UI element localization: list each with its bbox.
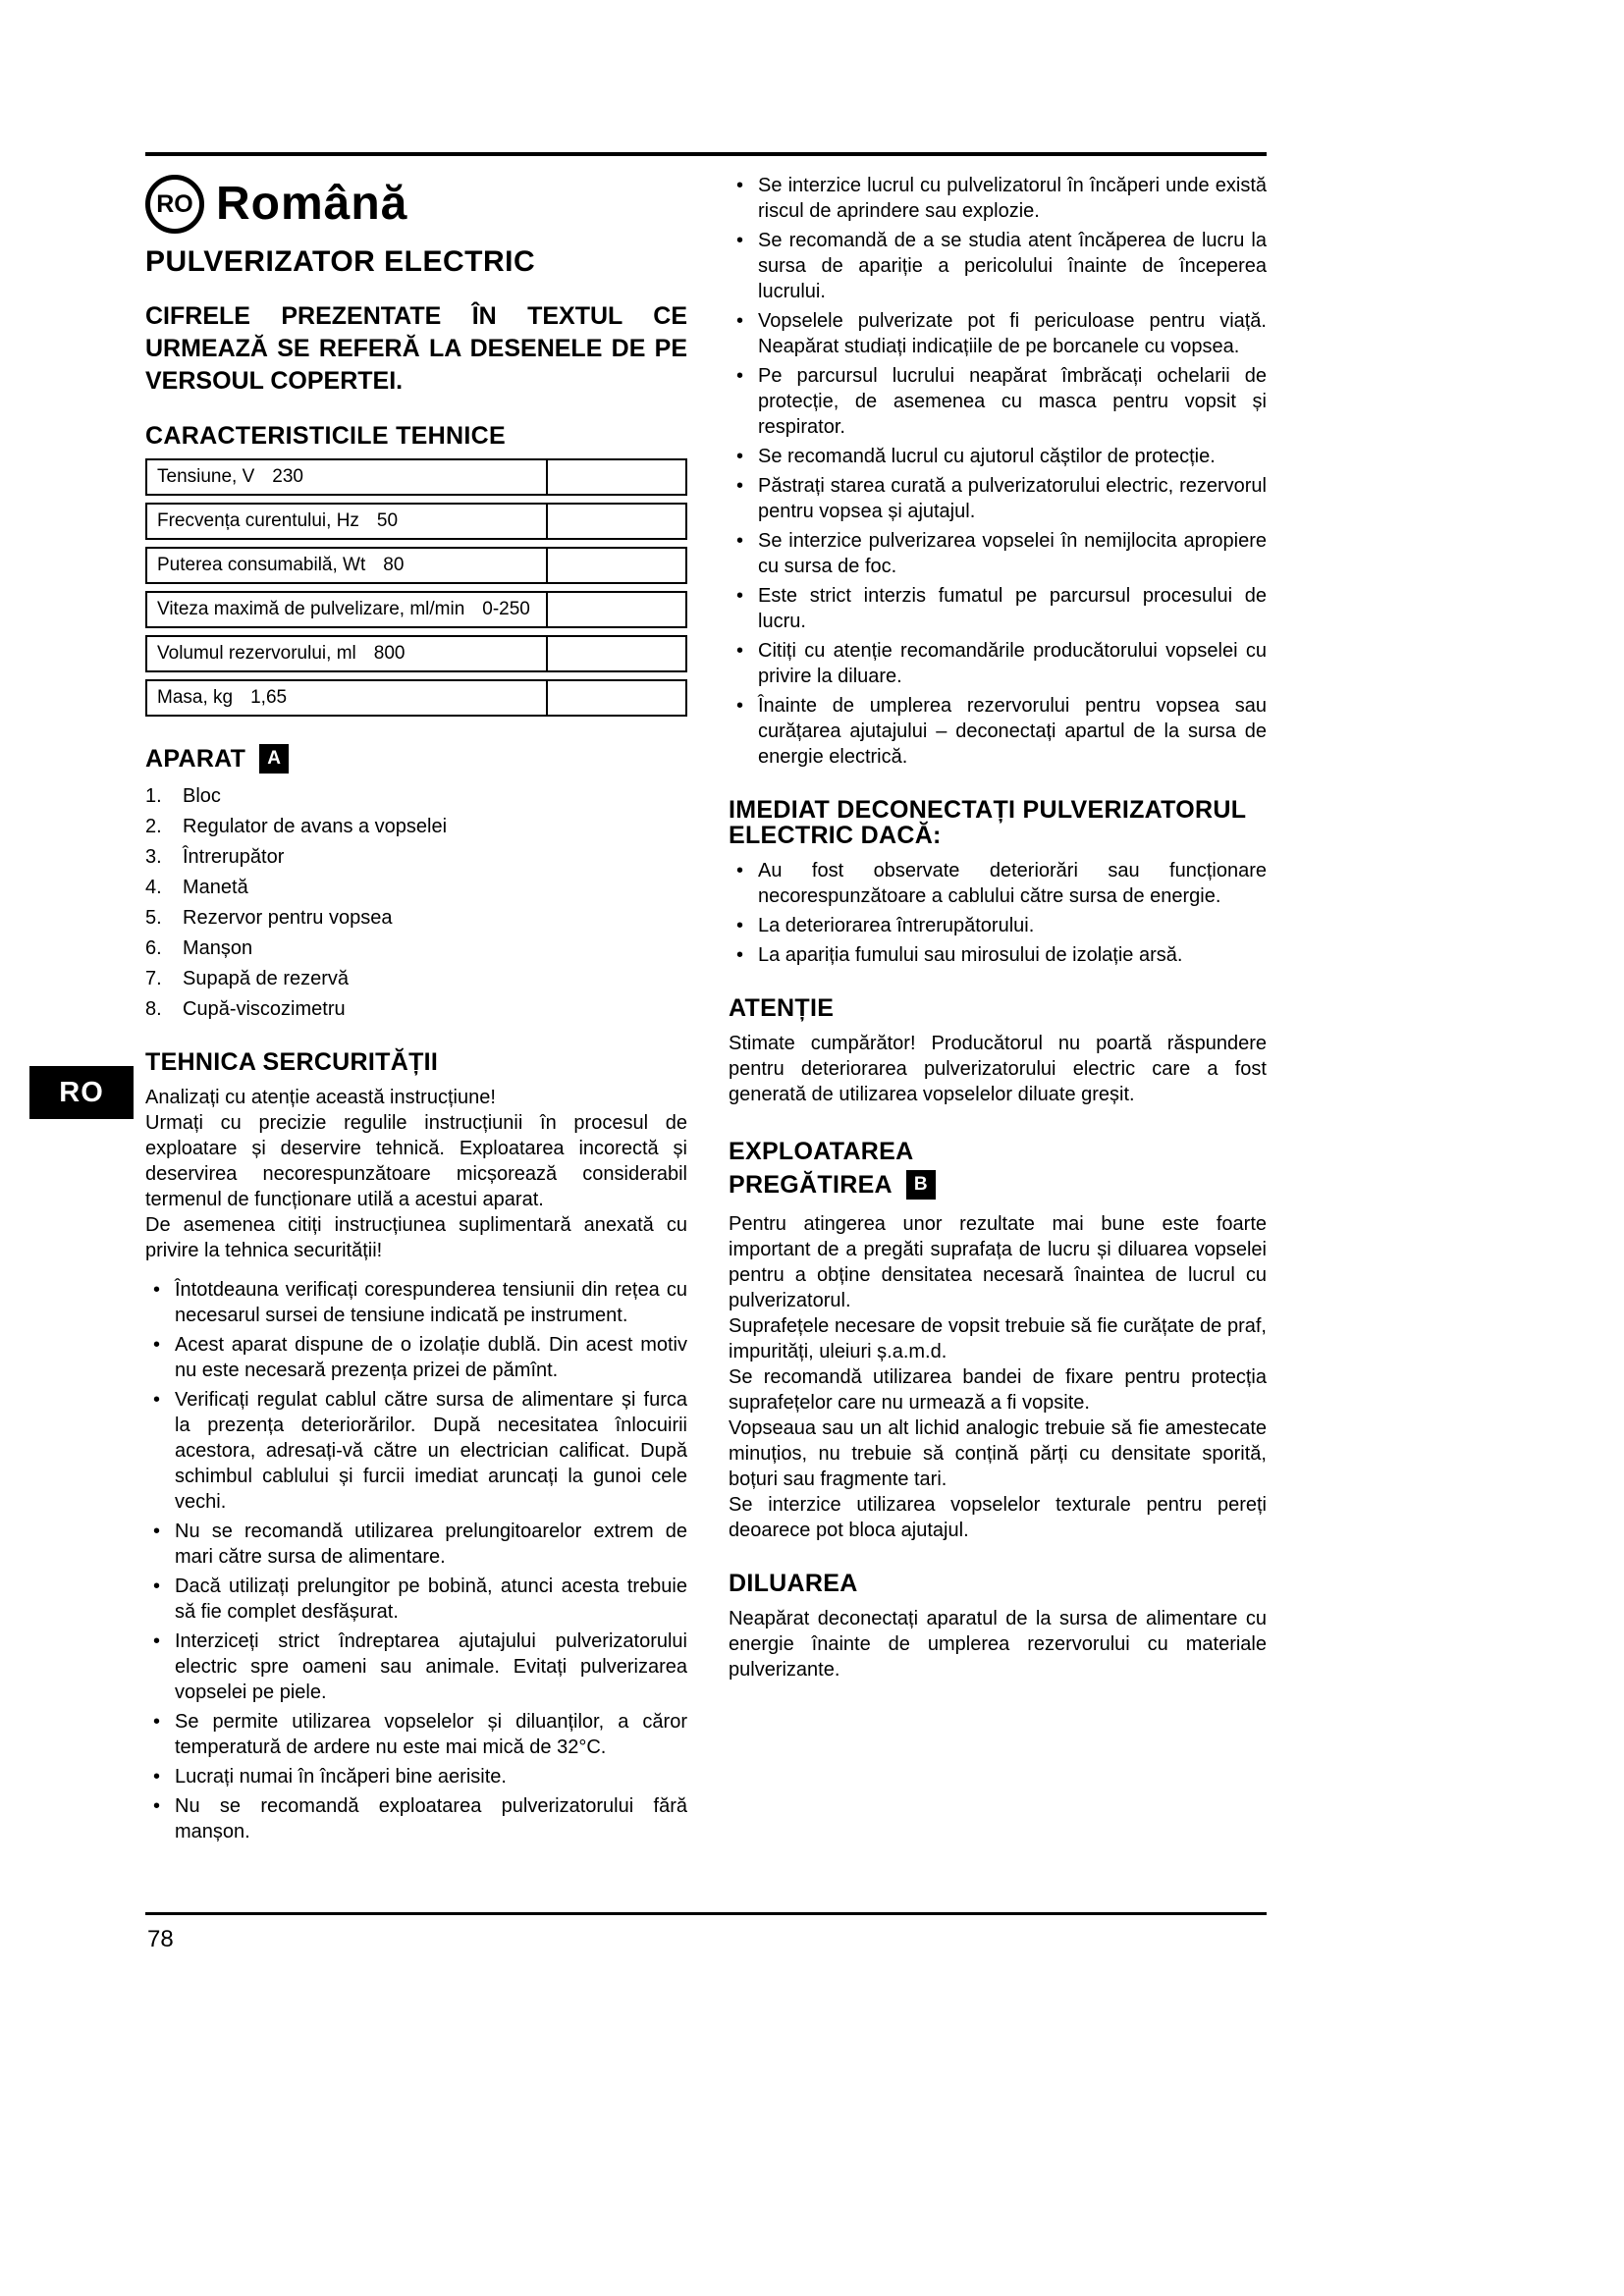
list-item-number: 7. [145, 968, 162, 989]
spec-value: 230 [272, 466, 303, 487]
list-item [145, 935, 687, 961]
spec-row-viteza [145, 591, 687, 628]
list-item [145, 844, 687, 870]
exploitation-paragraph: Suprafețele necesare de vopsit trebuie să fie curățate de praf, impurități, uleiuri ș.a.m.d. [729, 1315, 1267, 1362]
dilution-body: Neapărat deconectați aparatul de la sursa de alimentare cu energie înainte de umplerea rezervorului cu materiale pulverizante. [729, 1608, 1267, 1681]
list-item [145, 905, 687, 931]
list-item-number: 5. [145, 907, 162, 929]
safety-bullets-left [145, 1277, 687, 1844]
spec-value: 0-250 [482, 599, 530, 619]
spec-label: Frecvența curentului, Hz [157, 510, 359, 531]
spec-value: 800 [373, 643, 406, 664]
list-item [145, 996, 687, 1022]
spec-value: 1,65 [250, 687, 288, 708]
spec-value: 80 [383, 555, 405, 575]
spec-row-frecventa [145, 503, 687, 540]
specs-heading: CARACTERISTICILE TEHNICE [145, 422, 506, 450]
bullet-item: • Se interzice pulverizarea vopselei în nemijlocita apropiere cu sursa de foc. [729, 528, 1267, 579]
subtitle: CIFRELE PREZENTATE ÎN TEXTUL CE URMEAZĂ SE REFERĂ LA DESENELE DE PE VERSOUL COPERTEI. [145, 302, 687, 395]
bullet-item: • Păstrați starea curată a pulverizatorului electric, rezervorul pentru vopsea și ajutajul. [729, 473, 1267, 524]
exploitation-heading-line2: PREGĂTIREA [729, 1171, 893, 1199]
list-item [145, 783, 687, 809]
side-tab-label: RO [59, 1076, 104, 1108]
list-item-number: 8. [145, 998, 162, 1020]
list-item-number: 4. [145, 877, 162, 898]
spec-row-putere [145, 547, 687, 584]
language-side-tab [29, 1066, 134, 1119]
safety-intro [145, 1085, 687, 1263]
bullet-item: • Verificați regulat cablul către sursa de alimentare și furca la prezența deteriorărilor. După necesitatea înlocuirii acestora, adresați-vă către un electrician calificat. După schimbul cablului și furcii imediat aruncați la gunoi cele vechi. [145, 1387, 687, 1515]
spec-row-volum [145, 635, 687, 672]
page-title: PULVERIZATOR ELECTRIC [145, 245, 536, 278]
spec-row-tensiune [145, 458, 687, 496]
aparat-heading [145, 744, 687, 774]
language-logo [145, 175, 687, 234]
bullet-item: • La apariția fumului sau mirosului de izolație arsă. [729, 942, 1267, 968]
spec-cell-divider [546, 593, 548, 626]
attention-body: Stimate cumpărător! Producătorul nu poartă răspundere pentru deteriorarea pulverizatorului electric care a fost generată de utilizarea vopselelor diluate greșit. [729, 1033, 1267, 1105]
list-item-number: 6. [145, 937, 162, 959]
specs-table [145, 458, 687, 717]
disconnect-heading: IMEDIAT DECONECTAȚI PULVERIZATORUL ELECTRIC DACĂ: [729, 796, 1246, 849]
list-item-text: Regulator de avans a vopselei [183, 816, 448, 837]
spec-label: Viteza maximă de pulvelizare, ml/min [157, 599, 465, 619]
safety-intro-paragraph: Urmați cu precizie regulile instrucțiunii în procesul de exploatare și deservire tehnică. Exploatarea incorectă și deservirea necorespunzătoare micșorează considerabil termenul de funcționare utilă a acestui aparat. [145, 1112, 687, 1210]
spec-cell-divider [546, 637, 548, 670]
list-item-text: Întrerupător [183, 846, 285, 868]
disconnect-bullets [729, 858, 1267, 968]
bullet-item: • Întotdeauna verificați corespunderea tensiunii din rețea cu necesarul sursei de tensiune indicată pe instrument. [145, 1277, 687, 1328]
spec-label: Volumul rezervorului, ml [157, 643, 356, 664]
figure-ref-b-icon: B [906, 1170, 936, 1200]
bullet-item: • Se recomandă de a se studia atent încăperea de lucru la sursa de apariție a pericolului înainte de începerea lucrului. [729, 228, 1267, 304]
figure-ref-a-icon: A [259, 744, 289, 774]
bullet-item: • Lucrați numai în încăperi bine aerisite. [145, 1764, 687, 1789]
exploitation-paragraph: Vopseaua sau un alt lichid analogic trebuie să fie amestecate minuțios, nu trebuie să conțină părți cu densitate sporită, boțuri sau fragmente tari. [729, 1417, 1267, 1490]
exploitation-paragraph: Se interzice utilizarea vopselelor texturale pentru pereți deoarece pot bloca ajutajul. [729, 1494, 1267, 1541]
page-number: 78 [147, 1926, 174, 1952]
language-name: Română [216, 178, 408, 230]
bullet-item: • Este strict interzis fumatul pe parcursul procesului de lucru. [729, 583, 1267, 634]
bullet-item: • Nu se recomandă exploatarea pulverizatorului fără manșon. [145, 1793, 687, 1844]
dilution-heading: DILUAREA [729, 1570, 858, 1597]
list-item-text: Cupă-viscozimetru [183, 998, 346, 1020]
safety-heading: TEHNICA SERCURITĂȚII [145, 1048, 439, 1076]
spec-cell-divider [546, 505, 548, 538]
bullet-item: • Interziceți strict îndreptarea ajutajului pulverizatorului electric spre oameni sau animale. Evitați pulverizarea vopselei pe piele. [145, 1629, 687, 1705]
exploitation-body [729, 1211, 1267, 1543]
bullet-item: • Acest aparat dispune de o izolație dublă. Din acest motiv nu este necesară prezența prizei de pămînt. [145, 1332, 687, 1383]
list-item-text: Manșon [183, 937, 253, 959]
bullet-item: • Înainte de umplerea rezervorului pentru vopsea sau curățarea ajutajului – deconectați apartul de la sursa de energie electrică. [729, 693, 1267, 770]
list-item-number: 1. [145, 785, 162, 807]
spec-cell-divider [546, 549, 548, 582]
bullet-item: • Se interzice lucrul cu pulvelizatorul în încăperi unde există riscul de aprindere sau explozie. [729, 173, 1267, 224]
exploitation-paragraph: Pentru atingerea unor rezultate mai bune este foarte important de a pregăti suprafața de lucru și diluarea vopselei pentru a obține densitatea necesară înaintea de lucrul cu pulverizatorul. [729, 1213, 1267, 1311]
bullet-item: • Citiți cu atenție recomandările producătorului vopselei cu privire la diluare. [729, 638, 1267, 689]
attention-heading: ATENȚIE [729, 994, 835, 1022]
safety-intro-paragraph: Analizați cu atenție această instrucțiune! [145, 1087, 496, 1108]
exploitation-heading-line1: EXPLOATAREA [729, 1138, 914, 1165]
bullet-item: • Se permite utilizarea vopselelor și diluanților, a căror temperatură de ardere nu este mai mică de 32°C. [145, 1709, 687, 1760]
spec-row-masa [145, 679, 687, 717]
spec-cell-divider [546, 460, 548, 494]
list-item-number: 2. [145, 816, 162, 837]
list-item-text: Bloc [183, 785, 221, 807]
safety-bullets-right [729, 173, 1267, 770]
spec-label: Tensiune, V [157, 466, 255, 487]
spec-label: Puterea consumabilă, Wt [157, 555, 366, 575]
right-column [729, 173, 1267, 1682]
spec-cell-divider [546, 681, 548, 715]
list-item [145, 814, 687, 839]
bullet-item: • Vopselele pulverizate pot fi periculoase pentru viață. Neapărat studiați indicațiile de pe borcanele cu vopsea. [729, 308, 1267, 359]
ro-badge-label: RO [156, 190, 193, 218]
list-item-text: Supapă de rezervă [183, 968, 350, 989]
exploitation-paragraph: Se recomandă utilizarea bandei de fixare pentru protecția suprafețelor care nu urmează a fi vopsite. [729, 1366, 1267, 1414]
list-item-text: Rezervor pentru vopsea [183, 907, 393, 929]
exploitation-heading [729, 1135, 1267, 1201]
footer-rule [145, 1912, 1267, 1915]
top-rule [145, 152, 1267, 156]
bullet-item: • Nu se recomandă utilizarea prelungitoarelor extrem de mari către sursa de alimentare. [145, 1519, 687, 1570]
ro-badge-icon [145, 175, 204, 234]
safety-intro-paragraph: De asemenea citiți instrucțiunea suplimentară anexată cu privire la tehnica securității! [145, 1214, 687, 1261]
aparat-parts-list [145, 783, 687, 1022]
spec-label: Masa, kg [157, 687, 234, 708]
list-item [145, 875, 687, 900]
list-item-text: Manetă [183, 877, 248, 898]
list-item-number: 3. [145, 846, 162, 868]
bullet-item: • Se recomandă lucrul cu ajutorul căștilor de protecție. [729, 444, 1267, 469]
list-item [145, 966, 687, 991]
bullet-item: • La deteriorarea întrerupătorului. [729, 913, 1267, 938]
bullet-item: • Pe parcursul lucrului neapărat îmbrăcați ochelarii de protecție, de asemenea cu masca pentru vopsit și respirator. [729, 363, 1267, 440]
spec-value: 50 [376, 510, 399, 531]
left-column [145, 173, 687, 1848]
bullet-item: • Au fost observate deteriorări sau funcționare necorespunzătoare a cablului către sursa de energie. [729, 858, 1267, 909]
bullet-item: • Dacă utilizați prelungitor pe bobină, atunci acesta trebuie să fie complet desfășurat. [145, 1574, 687, 1625]
aparat-heading-label: APARAT [145, 745, 246, 773]
